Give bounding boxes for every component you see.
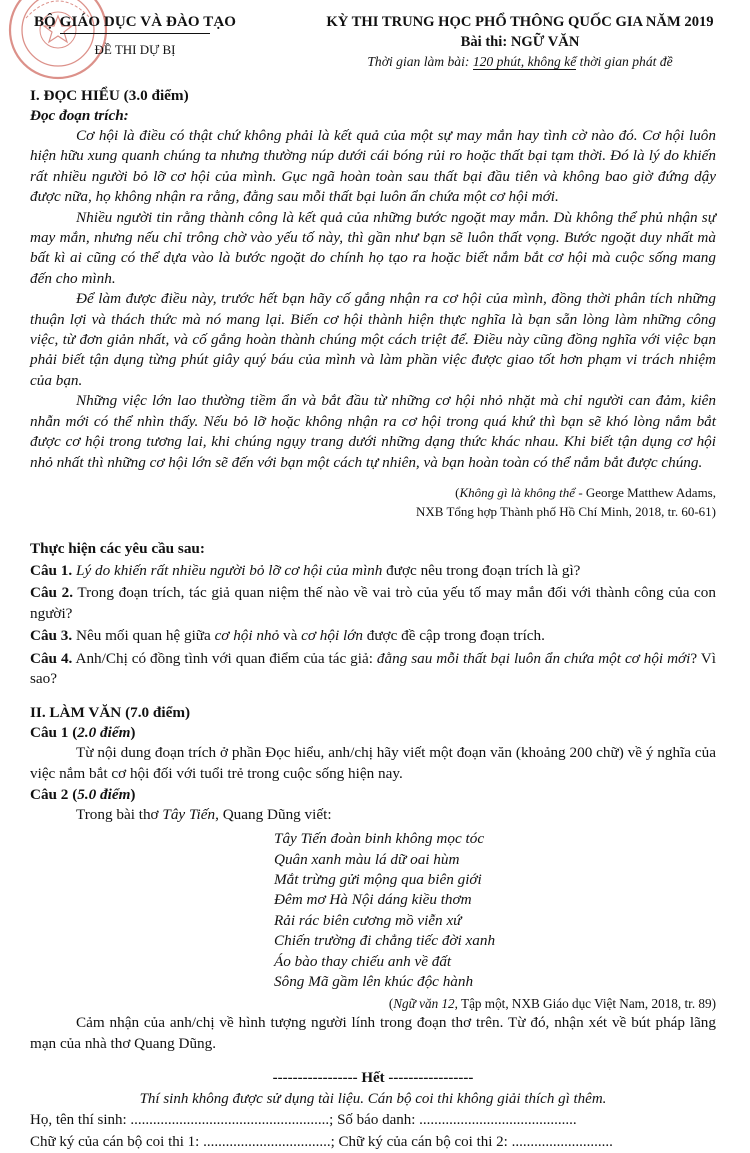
poem-src-rest: , Tập một, NXB Giáo dục Việt Nam, 2018, tr. 89) [454, 996, 716, 1012]
question-3 [30, 626, 716, 646]
question-text: được nêu trong đoạn trích là gì? [382, 561, 581, 579]
proctor-signature-line: Chữ ký của cán bộ coi thi 1: ..................................; Chữ ký của cán bộ coi thi 2: ........................... [30, 1133, 613, 1150]
essay-q2-intro [30, 805, 716, 826]
q1-points: 2.0 điểm [77, 724, 131, 742]
poem-src-open: ( [388, 996, 394, 1012]
poem-line: Đêm mơ Hà Nội dáng kiều thơm [274, 891, 472, 909]
excerpt-paragraph: Những việc lớn lao thường tiềm ẩn và bắt đầu từ những cơ hội nhỏ nhặt mà chỉ người can đảm, kiên nhẫn mới có thể nhìn thấy. Nếu bỏ lỡ hoặc không nhận ra cơ hội trong quá khứ thì bạn sẽ khó lòng nắm bắt được cơ hội trong tương lai, khi chúng ngụy trang dưới những dạng thức khác nhau. Khi biết tận dụng cơ hội nhỏ nhất thì những cơ hội lớn sẽ đến với bạn một cách tự nhiên, và bạn hoàn toàn có thể nắm bắt được chúng. [30, 392, 716, 471]
end-marker: ----------------- Hết ----------------- [272, 1069, 474, 1086]
poem-source [30, 994, 716, 1013]
q2-intro-a: Trong bài thơ [76, 805, 163, 823]
subject-line [300, 34, 740, 51]
question-text: được đề cập trong đoạn trích. [362, 627, 545, 645]
source-author: - George Matthew Adams, [575, 484, 716, 500]
time-prefix: Thời gian làm bài: [367, 54, 473, 69]
excerpt-label: Đọc đoạn trích: [30, 107, 129, 124]
essay-q1-text: Từ nội dung đoạn trích ở phần Đọc hiểu, anh/chị hãy viết một đoạn văn (khoảng 200 chữ) về ý nghĩa của việc nắm bắt cơ hội đối với tuổi trẻ trong cuộc sống hiện nay. [30, 744, 716, 782]
q1-label: Câu 1 ( [30, 724, 78, 742]
time-line [300, 54, 740, 70]
question-text: ? Vì sao? [30, 649, 716, 687]
poem-block [274, 829, 716, 992]
ministry-name: BỘ GIÁO DỤC VÀ ĐÀO TẠO [33, 14, 237, 30]
question-label: Câu 1. [30, 561, 73, 579]
question-label: Câu 4. [30, 649, 73, 667]
poem-line: Áo bào thay chiếu anh về đất [274, 952, 452, 970]
subject-name: NGỮ VĂN [510, 34, 580, 50]
source-title: Không gì là không thể [459, 484, 576, 500]
q1-close: ) [130, 724, 136, 742]
question-label: Câu 2. [30, 584, 74, 602]
question-label: Câu 3. [30, 627, 73, 645]
question-text: Trong đoạn trích, tác giả quan niệm thế nào về vai trò của yếu tố may mắn đối với thành công của con người? [30, 584, 716, 622]
question-italic: đằng sau mỗi thất bại luôn ẩn chứa một cơ hội mới [376, 649, 691, 667]
exam-note: Thí sinh không được sử dụng tài liệu. Cán bộ coi thi không giải thích gì thêm. [139, 1090, 607, 1107]
poem-line: Quân xanh màu lá dữ oai hùm [274, 850, 460, 868]
q2-intro-b: , Quang Dũng viết: [215, 805, 332, 823]
poem-line: Sông Mã gầm lên khúc độc hành [274, 972, 474, 990]
part2-heading: II. LÀM VĂN (7.0 điểm) [30, 704, 191, 722]
question-italic: Lý do khiến rất nhiều người bỏ lỡ cơ hội của mình [72, 561, 383, 579]
q2-close: ) [130, 785, 136, 803]
reserve-exam-label: ĐỀ THI DỰ BỊ [94, 42, 176, 57]
excerpt-paragraph: Nhiều người tin rằng thành công là kết quả của những bước ngoặt may mắn. Dù không thể phủ nhận sự may mắn, nhưng nếu chỉ trông chờ vào yếu tố này, thì gần như bạn sẽ luôn thất vọng. Bước ngoặt duy nhất mà bất kì ai cũng có thể dựa vào là bước ngoặt do chính họ tạo ra hoặc biết nắm bắt cơ hội mà cuộc sống mang đến cho mình. [30, 208, 716, 287]
excerpt-paragraph: Để làm được điều này, trước hết bạn hãy cố gắng nhận ra cơ hội của mình, đồng thời phân tích những thuận lợi và thách thức mà nó mang lại. Biến cơ hội thành hiện thực nghĩa là bạn sẵn lòng làm những công việc, từ đơn giản nhất, và cố gắng hoàn thành chúng một cách triệt để. Điều này cũng đồng nghĩa với việc bạn phải biết tận dụng từng phút giây quý báu của mình và làm phần việc được giao tốt hơn phạm vi trách nhiệm của bạn. [30, 290, 716, 389]
essay-q1-label [30, 723, 716, 743]
poem-line: Rải rác biên cương mồ viễn xứ [274, 911, 462, 929]
time-duration: 120 phút, không kể [472, 54, 577, 69]
question-1 [30, 561, 716, 581]
exam-content [30, 86, 716, 1153]
ministry-block [30, 14, 240, 58]
poem-line: Tây Tiến đoàn binh không mọc tóc [274, 830, 485, 848]
exam-info-block [300, 14, 740, 70]
part1-heading: I. ĐỌC HIỂU (3.0 điểm) [30, 87, 189, 104]
subject-prefix: Bài thi: [460, 34, 511, 50]
poem-line: Chiến trường đi chẳng tiếc đời xanh [274, 932, 496, 950]
exam-title: KỲ THI TRUNG HỌC PHỔ THÔNG QUỐC GIA NĂM 2019 [326, 14, 714, 30]
source-open: ( [455, 484, 460, 500]
ministry-underline [60, 33, 210, 34]
q2-points: 5.0 điểm [77, 785, 131, 803]
question-2 [30, 583, 716, 624]
q2-label: Câu 2 ( [30, 785, 78, 803]
source-publisher: NXB Tổng hợp Thành phố Hồ Chí Minh, 2018, tr. 60-61) [416, 503, 716, 519]
poem-src-title: Ngữ văn 12 [393, 996, 455, 1012]
question-4 [30, 649, 716, 690]
essay-q2-label [30, 785, 716, 805]
essay-q2-task: Cảm nhận của anh/chị về hình tượng người lính trong đoạn thơ trên. Từ đó, nhận xét về bút pháp lãng mạn của nhà thơ Quang Dũng. [30, 1014, 716, 1052]
tasks-heading: Thực hiện các yêu cầu sau: [30, 539, 205, 557]
question-text: Nêu mối quan hệ giữa [72, 627, 215, 645]
question-italic: cơ hội nhỏ [214, 627, 280, 645]
time-suffix: thời gian phát đề [576, 54, 673, 69]
question-text: và [279, 627, 302, 645]
excerpt-paragraph: Cơ hội là điều có thật chứ không phải là kết quả của một sự may mắn hay tình cờ nào đó. Cơ hội luôn hiện hữu xung quanh chúng ta nhưng thường núp dưới cái bóng rủi ro hoặc thất bại tạm thời. Đó là lý do khiến rất nhiều người bỏ lỡ cơ hội của mình. Gục ngã hoàn toàn sau thất bại đầu tiên và không bao giờ đứng dậy được nữa, họ không nhận ra rằng, đằng sau mỗi thất bại luôn ẩn chứa một cơ hội mới. [30, 127, 716, 206]
question-italic: cơ hội lớn [301, 627, 363, 645]
poem-title: Tây Tiến [162, 805, 216, 823]
excerpt-source [30, 483, 716, 521]
poem-line: Mắt trừng gửi mộng qua biên giới [274, 870, 482, 888]
candidate-info-line: Họ, tên thí sinh: .....................................................; Số báo danh: .......................................... [30, 1111, 577, 1128]
question-text: Anh/Chị có đồng tình với quan điểm của tác giả: [72, 649, 377, 667]
